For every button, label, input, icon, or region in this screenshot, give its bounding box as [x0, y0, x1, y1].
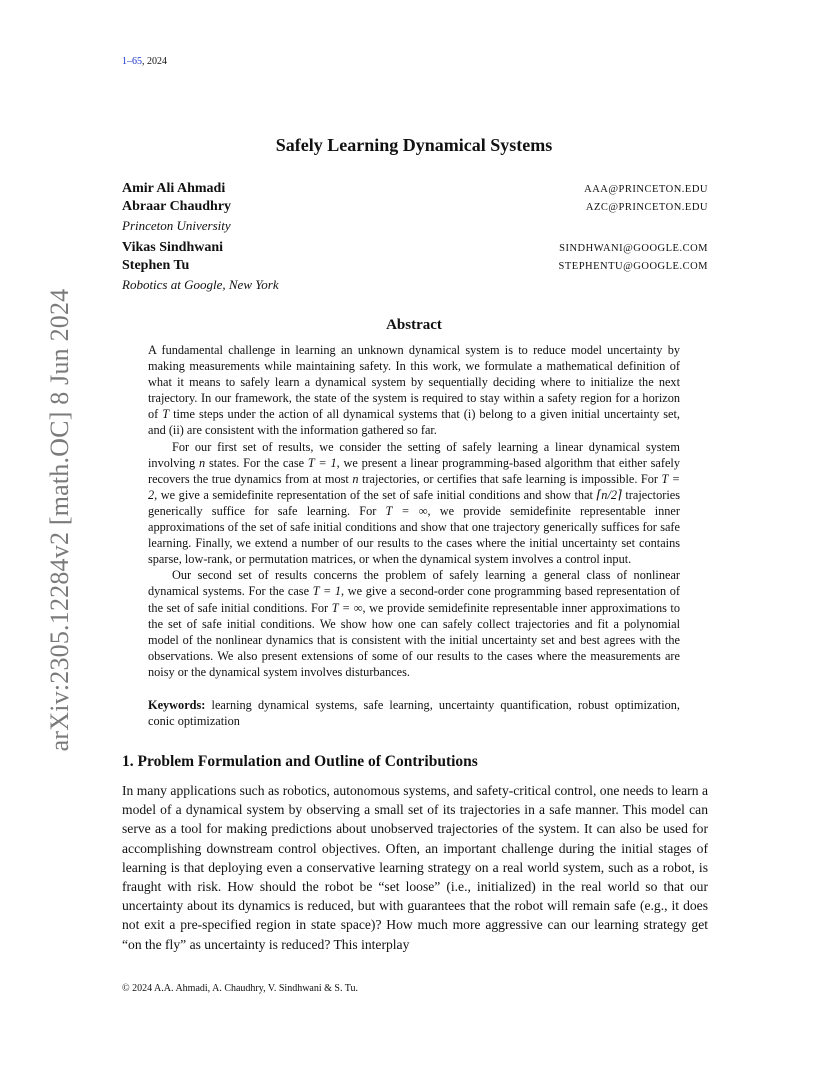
- math-symbol: T = 1: [307, 455, 337, 470]
- abstract-text: Our second set of results concerns the problem of safely learning a general class of nonlinear dynamical systems. For the case: [148, 568, 680, 599]
- abstract-heading: Abstract: [386, 317, 442, 333]
- page-range-header: [122, 56, 167, 67]
- author-row: [122, 181, 708, 199]
- abstract-paragraph: [148, 439, 680, 568]
- affiliation: Robotics at Google, New York: [122, 277, 279, 292]
- header-year: , 2024: [142, 56, 167, 67]
- author-name: Vikas Sindhwani: [122, 240, 224, 255]
- abstract-text: trajectories generically suffice for safe learning. For: [148, 487, 680, 518]
- paper-title: Safely Learning Dynamical Systems: [275, 135, 553, 155]
- author-name: Amir Ali Ahmadi: [122, 181, 226, 196]
- author-email: AZC@PRINCETON.EDU: [585, 202, 708, 213]
- author-email: AAA@PRINCETON.EDU: [584, 184, 708, 195]
- abstract-text: time steps under the action of all dynamical systems that (i) belong to a given initial uncertainty set, and (ii) are consistent with the information gathered so far.: [148, 407, 680, 438]
- arxiv-identifier-stamp: arXiv:2305.12284v2 [math.OC] 8 Jun 2024: [45, 288, 74, 752]
- author-name: Abraar Chaudhry: [122, 199, 232, 214]
- author-email: SINDHWANI@GOOGLE.COM: [559, 243, 708, 254]
- abstract-text: trajectories, or certifies that safe learning is impossible. For: [358, 471, 662, 486]
- section-body: [122, 781, 708, 954]
- author-row: [122, 240, 708, 258]
- author-group-google: [122, 240, 708, 294]
- math-symbol: n: [352, 471, 359, 486]
- abstract-text: states. For the case: [205, 455, 308, 470]
- body-paragraph: In many applications such as robotics, autonomous systems, and safety-critical control, one needs to learn a model of a dynamical system by observing a small set of its trajectories in a safe manner. This model can serve as a tool for making predictions about unobserved trajectories of the system. It can also be used for accomplishing downstream control objectives. Often, an important challenge during the initial stages of learning is that deploying even a conservative learning strategy on a real world system, such as a robot, is fraught with risk. How should the robot be “set loose” (i.e., initialized) in the real world so that our uncertainty about its dynamics is reduced, but with guarantees that the robot will remain safe (e.g., it does not exit a pre-specified region in state space)? How much more aggressive can our learning strategy get “on the fly” as uncertainty is reduced? This interplay: [122, 783, 708, 952]
- math-symbol: T = 1: [312, 584, 342, 599]
- author-row: [122, 199, 708, 217]
- abstract-text: , we give a second-order cone programming based representation of the set of safe initial conditions. For: [148, 584, 681, 615]
- author-group-princeton: [122, 181, 708, 235]
- abstract-text: , we give a semidefinite representation of the set of safe initial conditions and show that: [154, 487, 597, 502]
- abstract-text: A fundamental challenge in learning an unknown dynamical system is to reduce model uncertainty by making measurements while maintaining safety. In this work, we formulate a mathematical definition of what it means to safely learn a dynamical system by sequentially deciding where to initialize the next trajectory. In our framework, the state of the system is required to stay within a safety region for a horizon of: [148, 343, 680, 422]
- math-symbol: ⌈n/2⌉: [596, 487, 622, 502]
- author-name: Stephen Tu: [122, 258, 190, 273]
- abstract-text: , we provide semidefinite representable inner approximations of the set of safe initial conditions and show that one trajectory generically suffices for safe learning. Finally, we extend a number of our results to the cases where the initial uncertainty set contains sparse, low-rank, or permutation matrices, or when the dynamical system involves a control input.: [148, 503, 680, 567]
- abstract-text: , we provide semidefinite representable inner approximations to the set of safe initial conditions. We show how one can safely collect trajectories and fit a polynomial model of the nonlinear dynamics that is consistent with the initial uncertainty set and best agrees with the observations. We also present extensions of some of our results to the cases where the measurements are noisy or the dynamical system involves disturbances.: [148, 600, 680, 679]
- keywords-text: learning dynamical systems, safe learning, uncertainty quantification, robust optimization, conic optimization: [148, 698, 680, 729]
- math-symbol: n: [198, 455, 206, 470]
- math-symbol: T = ∞: [331, 600, 363, 615]
- math-symbol: T = ∞: [385, 503, 428, 518]
- section-heading: 1. Problem Formulation and Outline of Contributions: [122, 753, 478, 770]
- page-range-link[interactable]: 1–65: [122, 56, 142, 67]
- author-email: STEPHENTU@GOOGLE.COM: [558, 261, 708, 272]
- abstract-paragraph: [148, 342, 680, 439]
- abstract-text: For our first set of results, we consider the setting of safely learning a linear dynamical system involving: [148, 439, 680, 470]
- abstract-text: , we present a linear programming-based algorithm that either safely recovers the true dynamics from at most: [148, 455, 681, 486]
- abstract-paragraph: [148, 567, 680, 680]
- author-row: [122, 258, 708, 276]
- math-symbol: T = 2: [148, 471, 680, 502]
- copyright-footer: © 2024 A.A. Ahmadi, A. Chaudhry, V. Sindhwani & S. Tu.: [122, 983, 359, 994]
- affiliation: Princeton University: [122, 218, 231, 233]
- keywords-label: Keywords:: [148, 698, 206, 712]
- abstract-body: [148, 342, 680, 680]
- keywords: [148, 697, 680, 729]
- math-symbol: T: [162, 407, 170, 422]
